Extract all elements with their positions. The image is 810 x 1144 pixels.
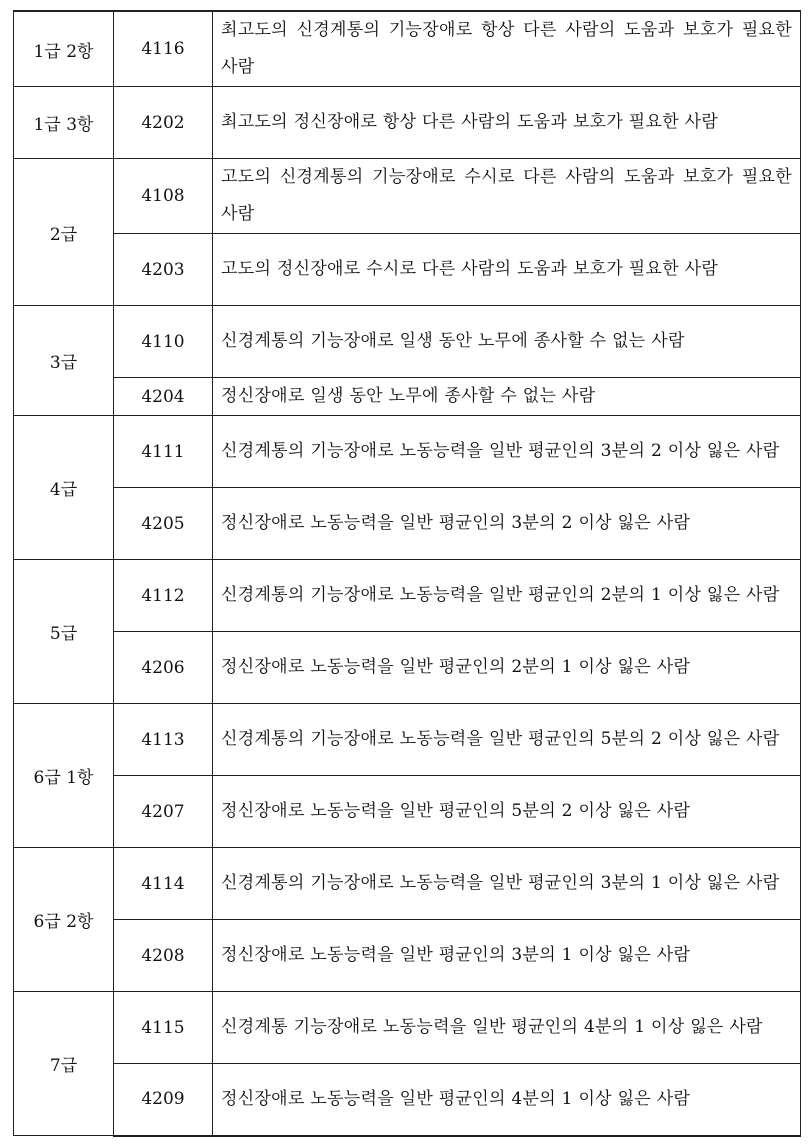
grade-cell: 1급 2항: [14, 11, 114, 87]
description-cell: 신경계통 기능장애로 노동능력을 일반 평균인의 4분의 1 이상 잃은 사람: [213, 992, 801, 1064]
description-cell: 신경계통의 기능장애로 노동능력을 일반 평균인의 3분의 1 이상 잃은 사람: [213, 848, 801, 920]
code-cell: 4207: [114, 776, 213, 848]
table-row: [14, 11, 801, 87]
code-cell: 4115: [114, 992, 213, 1064]
table-row: [14, 87, 801, 159]
table-row: [14, 920, 801, 992]
description-cell: 신경계통의 기능장애로 노동능력을 일반 평균인의 3분의 2 이상 잃은 사람: [213, 416, 801, 488]
grade-cell: 4급: [14, 416, 114, 560]
code-cell: 4114: [114, 848, 213, 920]
description-cell: 신경계통의 기능장애로 노동능력을 일반 평균인의 5분의 2 이상 잃은 사람: [213, 704, 801, 776]
code-cell: 4206: [114, 632, 213, 704]
code-cell: 4108: [114, 159, 213, 234]
code-cell: 4113: [114, 704, 213, 776]
table-row: [14, 378, 801, 416]
table-row: [14, 992, 801, 1064]
description-cell: 신경계통의 기능장애로 노동능력을 일반 평균인의 2분의 1 이상 잃은 사람: [213, 560, 801, 632]
grade-cell: 7급: [14, 992, 114, 1136]
description-cell: 정신장애로 노동능력을 일반 평균인의 5분의 2 이상 잃은 사람: [213, 776, 801, 848]
table-row: [14, 306, 801, 378]
grade-cell: 6급 2항: [14, 848, 114, 992]
code-cell: 4116: [114, 11, 213, 87]
grade-cell: 2급: [14, 159, 114, 306]
grade-cell: 3급: [14, 306, 114, 416]
table-row: [14, 632, 801, 704]
table-row: [14, 1064, 801, 1136]
code-cell: 4202: [114, 87, 213, 159]
description-cell: 고도의 정신장애로 수시로 다른 사람의 도움과 보호가 필요한 사람: [213, 234, 801, 306]
code-cell: 4112: [114, 560, 213, 632]
code-cell: 4110: [114, 306, 213, 378]
grade-cell: 6급 1항: [14, 704, 114, 848]
description-cell: 신경계통의 기능장애로 일생 동안 노무에 종사할 수 없는 사람: [213, 306, 801, 378]
grade-cell: 5급: [14, 560, 114, 704]
table-row: [14, 848, 801, 920]
description-cell: 고도의 신경계통의 기능장애로 수시로 다른 사람의 도움과 보호가 필요한 사람: [213, 159, 801, 234]
description-cell: 최고도의 정신장애로 항상 다른 사람의 도움과 보호가 필요한 사람: [213, 87, 801, 159]
description-cell: 최고도의 신경계통의 기능장애로 항상 다른 사람의 도움과 보호가 필요한 사람: [213, 11, 801, 87]
code-cell: 4204: [114, 378, 213, 416]
table-row: [14, 704, 801, 776]
description-cell: 정신장애로 노동능력을 일반 평균인의 2분의 1 이상 잃은 사람: [213, 632, 801, 704]
table-row: [14, 416, 801, 488]
disability-grade-table: [13, 10, 801, 1137]
code-cell: 4209: [114, 1064, 213, 1136]
grade-cell: 1급 3항: [14, 87, 114, 159]
code-cell: 4208: [114, 920, 213, 992]
table-row: [14, 234, 801, 306]
table-row: [14, 776, 801, 848]
table-body: [14, 11, 801, 1136]
code-cell: 4205: [114, 488, 213, 560]
table-row: [14, 159, 801, 234]
description-cell: 정신장애로 노동능력을 일반 평균인의 4분의 1 이상 잃은 사람: [213, 1064, 801, 1136]
description-cell: 정신장애로 노동능력을 일반 평균인의 3분의 2 이상 잃은 사람: [213, 488, 801, 560]
description-cell: 정신장애로 일생 동안 노무에 종사할 수 없는 사람: [213, 378, 801, 416]
code-cell: 4111: [114, 416, 213, 488]
description-cell: 정신장애로 노동능력을 일반 평균인의 3분의 1 이상 잃은 사람: [213, 920, 801, 992]
table-row: [14, 560, 801, 632]
table-row: [14, 488, 801, 560]
code-cell: 4203: [114, 234, 213, 306]
